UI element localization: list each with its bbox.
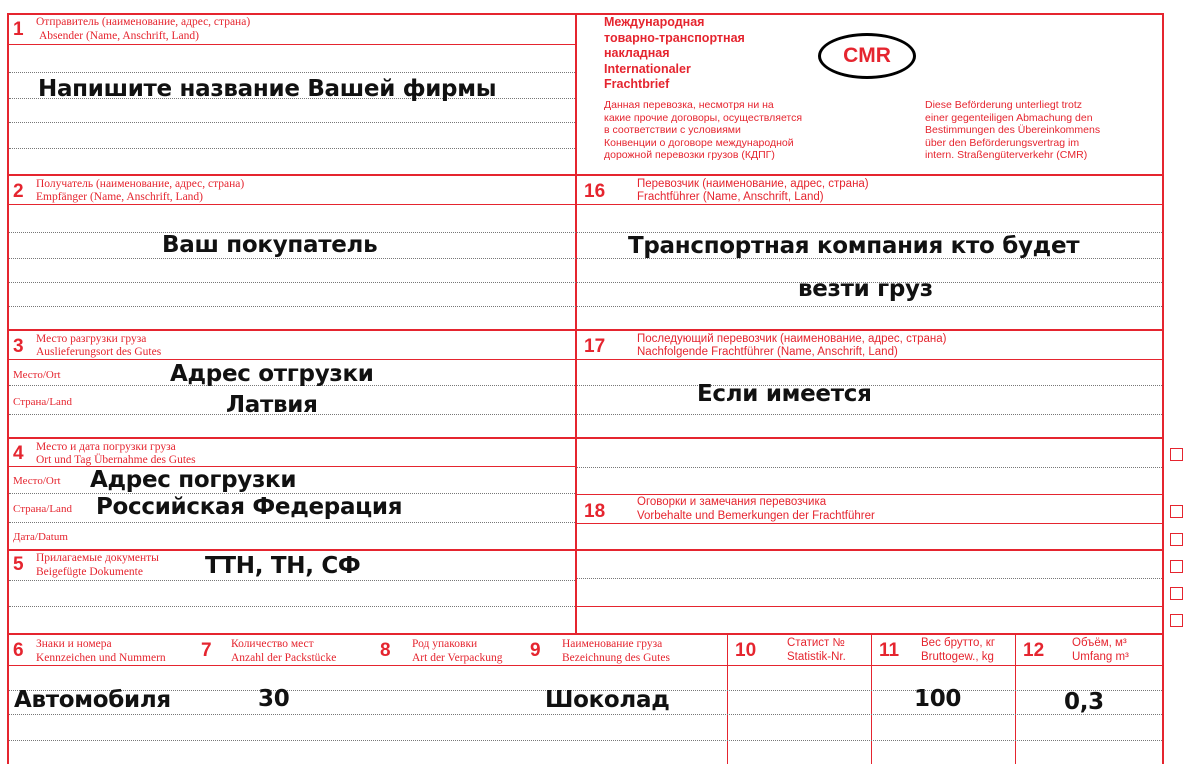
dotted-line — [9, 72, 575, 73]
loading-place-field[interactable]: Адрес погрузки — [90, 467, 297, 493]
box-16-label-ru: Перевозчик (наименование, адрес, страна) — [637, 178, 869, 190]
box-3-number: 3 — [13, 336, 24, 357]
form-border-top — [7, 13, 1164, 15]
box-3-label-de: Auslieferungsort des Gutes — [36, 346, 162, 358]
box-5-label-ru: Прилагаемые документы — [36, 552, 159, 564]
unloading-country-field[interactable]: Латвия — [226, 392, 318, 418]
box-1-number: 1 — [13, 19, 24, 40]
box-10-label-de: Statistik-Nr. — [787, 651, 846, 663]
notice-de — [925, 99, 1100, 162]
consignee-field[interactable]: Ваш покупатель — [162, 232, 378, 258]
dotted-line — [577, 467, 1162, 468]
notice-de-line: Diese Beförderung unterliegt trotz — [925, 99, 1083, 111]
column-divider — [575, 13, 577, 635]
form-title-line: Международная — [604, 15, 705, 29]
margin-checkbox[interactable] — [1170, 614, 1183, 627]
box-6-label-de: Kennzeichen und Nummern — [36, 652, 166, 664]
box-4-label-ru: Место и дата погрузки груза — [36, 441, 176, 453]
divider — [7, 174, 1164, 176]
box-5-label-de: Beigefügte Dokumente — [36, 566, 143, 578]
notice-ru-line: Конвенции о договоре международной — [604, 136, 794, 149]
box-8-label-de: Art der Verpackung — [412, 652, 503, 664]
box-1-label-de: Absender (Name, Anschrift, Land) — [39, 30, 199, 42]
form-title-line: накладная — [604, 46, 670, 60]
form-border-left — [7, 13, 9, 764]
dotted-line — [9, 740, 1162, 741]
box-3-label-ru: Место разгрузки груза — [36, 333, 147, 345]
divider — [7, 204, 1164, 205]
notice-ru-line: в соответствии с условиями — [604, 124, 741, 136]
notice-de-line: einer gegenteiligen Abmachung den — [925, 111, 1093, 124]
divider — [7, 437, 1164, 439]
box-10-label-ru: Статист № — [787, 637, 845, 649]
divider — [575, 494, 1164, 495]
box-16-number: 16 — [584, 181, 606, 202]
successive-carrier-field[interactable]: Если имеется — [697, 381, 872, 407]
dotted-line — [9, 580, 575, 581]
form-title-line: Internationaler — [604, 61, 691, 76]
box-7-label-de: Anzahl der Packstücke — [231, 652, 337, 664]
box-9-label-ru: Наименование груза — [562, 638, 663, 650]
dotted-line — [9, 714, 1162, 715]
divider — [727, 633, 728, 764]
divider — [7, 44, 575, 45]
box-6-label-ru: Знаки и номера — [36, 638, 112, 650]
unloading-place-field[interactable]: Адрес отгрузки — [170, 361, 374, 387]
documents-field[interactable]: ТТН, ТН, СФ — [205, 553, 361, 579]
sender-field[interactable]: Напишите название Вашей фирмы — [38, 76, 497, 102]
dotted-line — [577, 414, 1162, 415]
box-18-label-de: Vorbehalte und Bemerkungen der Frachtführer — [637, 510, 875, 522]
box-3-place-label: Место/Ort — [13, 369, 61, 381]
marks-field[interactable]: Автомобиля — [14, 687, 171, 713]
cmr-badge-text: CMR — [843, 44, 891, 67]
box-2-label-de: Empfänger (Name, Anschrift, Land) — [36, 191, 204, 203]
dotted-line — [9, 148, 575, 149]
notice-ru-line: Данная перевозка, несмотря ни на — [604, 99, 774, 111]
dotted-line — [9, 122, 575, 123]
dotted-line — [9, 306, 1162, 307]
box-8-number: 8 — [380, 640, 391, 661]
form-title — [604, 15, 745, 93]
divider — [575, 606, 1164, 607]
packages-count-field[interactable]: 30 — [258, 686, 290, 712]
divider — [7, 329, 1164, 331]
gross-weight-field[interactable]: 100 — [914, 686, 962, 712]
divider — [7, 665, 1164, 666]
divider — [575, 523, 1164, 524]
carrier-field-line-2[interactable]: везти груз — [798, 276, 933, 302]
margin-checkbox[interactable] — [1170, 505, 1183, 518]
divider — [7, 549, 1164, 551]
dotted-line — [9, 282, 1162, 283]
form-title-line: товарно-транспортная — [604, 30, 745, 45]
box-9-label-de: Bezeichnung des Gutes — [562, 652, 670, 664]
notice-ru-line: какие прочие договоры, осуществляется — [604, 111, 803, 124]
box-17-label-de: Nachfolgende Frachtführer (Name, Anschrift, Land) — [637, 346, 898, 358]
form-border-right — [1162, 13, 1164, 764]
divider — [871, 633, 872, 764]
box-18-label-ru: Оговорки и замечания перевозчика — [637, 496, 827, 508]
divider — [7, 359, 1164, 360]
box-2-number: 2 — [13, 181, 24, 202]
margin-checkbox[interactable] — [1170, 560, 1183, 573]
box-4-place-label: Место/Ort — [13, 475, 61, 487]
box-17-label-ru: Последующий перевозчик (наименование, адрес, страна) — [637, 333, 947, 345]
box-4-number: 4 — [13, 443, 24, 464]
margin-checkbox[interactable] — [1170, 533, 1183, 546]
box-12-label-ru: Объём, м³ — [1072, 637, 1127, 649]
loading-country-field[interactable]: Российская Федерация — [96, 494, 403, 520]
box-4-date-label: Дата/Datum — [13, 531, 68, 543]
form-title-line: Frachtbrief — [604, 77, 670, 91]
box-8-label-ru: Род упаковки — [412, 638, 478, 650]
notice-de-line: intern. Straßengüterverkehr (CMR) — [925, 149, 1088, 161]
notice-de-line: über den Beförderungsvertrag im — [925, 136, 1080, 149]
box-11-label-de: Bruttogew., kg — [921, 651, 994, 663]
volume-field[interactable]: 0,3 — [1064, 689, 1104, 715]
box-17-number: 17 — [584, 336, 606, 357]
box-7-label-ru: Количество мест — [231, 638, 314, 650]
box-1-label-ru: Отправитель (наименование, адрес, страна) — [36, 16, 251, 28]
dotted-line — [9, 606, 575, 607]
box-12-number: 12 — [1023, 640, 1045, 661]
margin-checkbox[interactable] — [1170, 448, 1183, 461]
dotted-line — [577, 578, 1162, 579]
box-9-number: 9 — [530, 640, 541, 661]
box-7-number: 7 — [201, 640, 212, 661]
box-2-label-ru: Получатель (наименование, адрес, страна) — [36, 178, 245, 190]
box-16-label-de: Frachtführer (Name, Anschrift, Land) — [637, 191, 824, 203]
dotted-line — [9, 522, 575, 523]
notice-de-line: Bestimmungen des Übereinkommens — [925, 124, 1101, 136]
cmr-badge — [818, 33, 916, 79]
box-11-number: 11 — [879, 640, 900, 661]
box-12-label-de: Umfang m³ — [1072, 651, 1129, 663]
box-3-country-label: Страна/Land — [13, 396, 72, 408]
box-11-label-ru: Вес брутто, кг — [921, 637, 996, 649]
box-18-number: 18 — [584, 501, 606, 522]
box-5-number: 5 — [13, 554, 24, 575]
divider — [7, 633, 1164, 635]
carrier-field-line-1[interactable]: Транспортная компания кто будет — [628, 233, 1080, 259]
margin-checkbox[interactable] — [1170, 587, 1183, 600]
box-6-number: 6 — [13, 640, 24, 661]
notice-ru — [604, 99, 802, 162]
notice-ru-line: дорожной перевозки грузов (КДПГ) — [604, 149, 775, 161]
box-4-label-de: Ort und Tag Übernahme des Gutes — [36, 454, 196, 466]
box-4-country-label: Страна/Land — [13, 503, 72, 515]
box-10-number: 10 — [735, 640, 757, 661]
goods-description-field[interactable]: Шоколад — [545, 687, 670, 713]
divider — [1015, 633, 1016, 764]
